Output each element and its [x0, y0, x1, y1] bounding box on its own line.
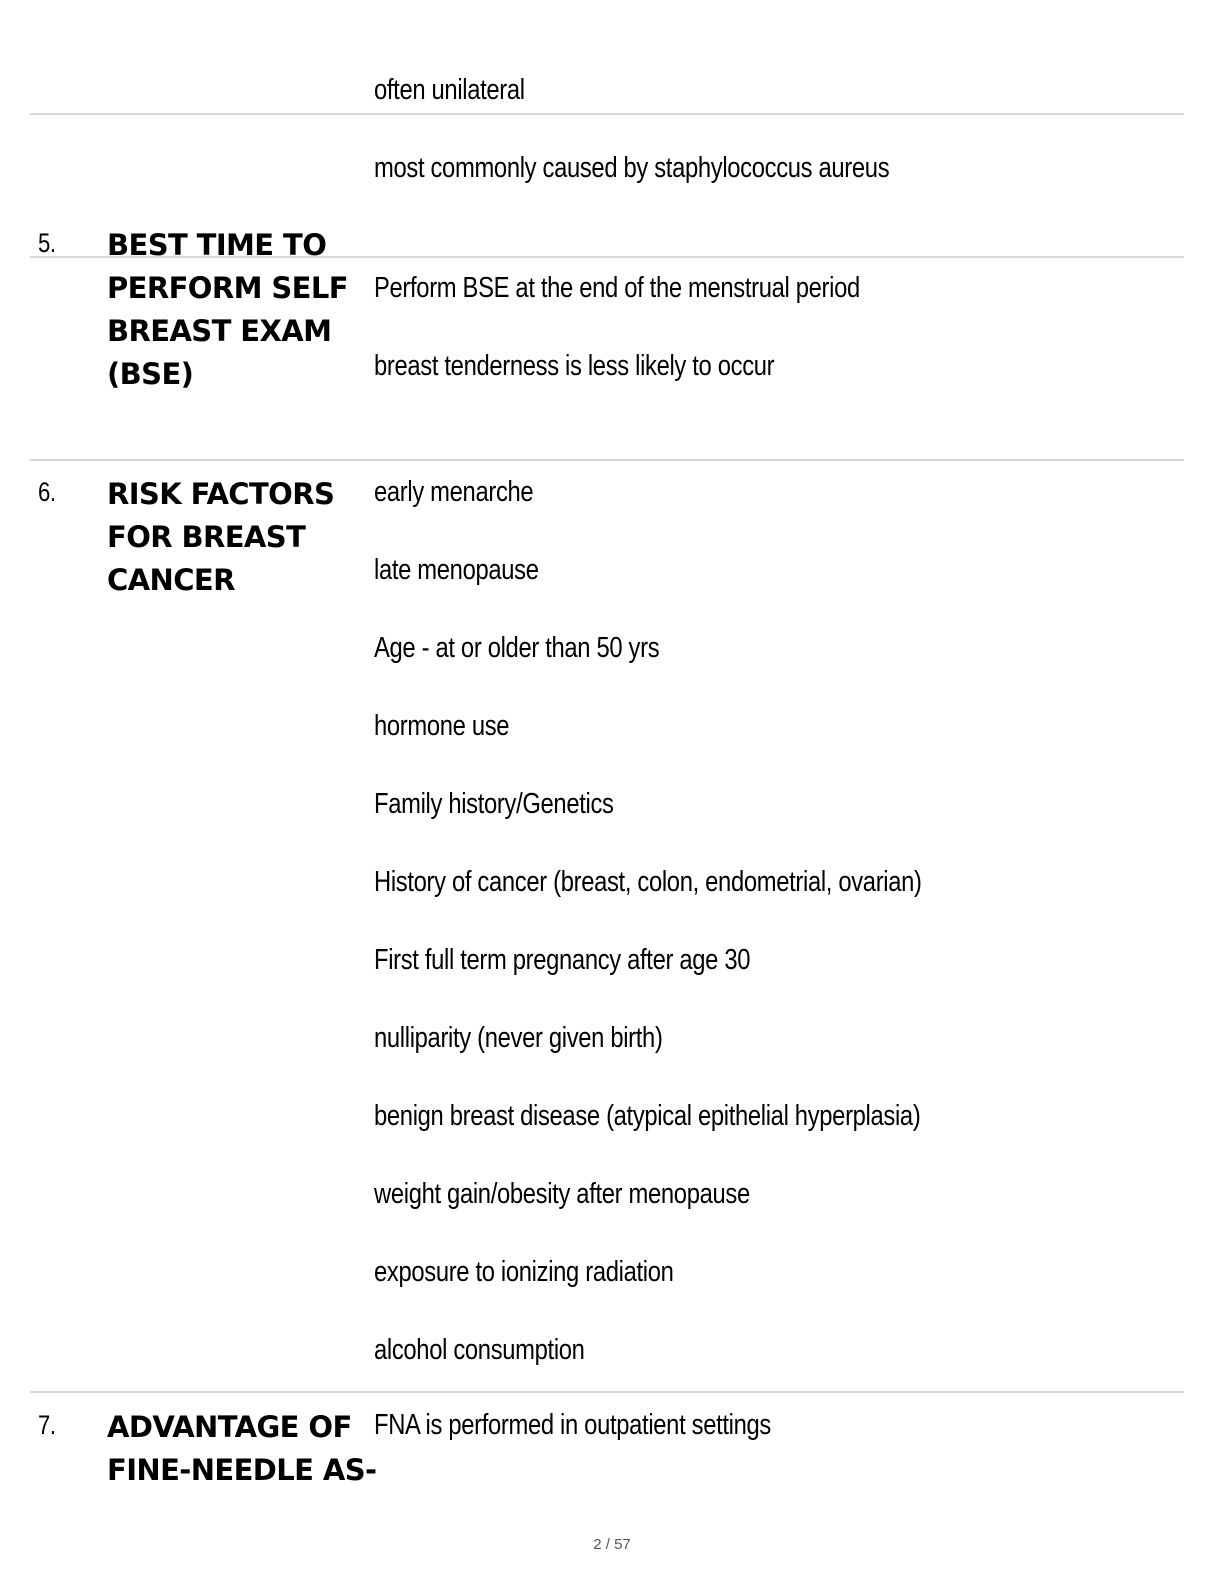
- detail-line: exposure to ionizing radiation: [374, 1256, 674, 1288]
- detail-line: Perform BSE at the end of the menstrual period: [374, 272, 860, 304]
- detail-line: alcohol consumption: [374, 1334, 585, 1366]
- detail-line: late menopause: [374, 554, 539, 586]
- detail-line: FNA is performed in outpatient settings: [374, 1409, 771, 1441]
- detail-line: breast tenderness is less likely to occur: [374, 350, 775, 382]
- row-number: 6.: [38, 477, 56, 507]
- row-term: RISK FACTORS FOR BREAST CANCER: [107, 477, 335, 597]
- detail-line: nulliparity (never given birth): [374, 1022, 663, 1054]
- row-divider: [30, 1391, 1184, 1393]
- detail-line: early menarche: [374, 476, 534, 508]
- row-divider: [30, 459, 1184, 461]
- row-term: ADVANTAGE OF FINE-NEEDLE AS-: [107, 1410, 377, 1487]
- row-divider: [30, 113, 1184, 115]
- detail-line: History of cancer (breast, colon, endometrial, ovarian): [374, 866, 922, 898]
- row-number: 5.: [38, 228, 56, 258]
- detail-line: most commonly caused by staphylococcus aureus: [374, 152, 890, 184]
- detail-line: Age - at or older than 50 yrs: [374, 632, 660, 664]
- detail-line: benign breast disease (atypical epithelial hyperplasia): [374, 1100, 921, 1132]
- row-term: BEST TIME TO PERFORM SELF BREAST EXAM (BSE): [107, 228, 348, 391]
- detail-line: hormone use: [374, 710, 510, 742]
- detail-line: First full term pregnancy after age 30: [374, 944, 751, 976]
- detail-line: weight gain/obesity after menopause: [374, 1178, 750, 1210]
- row-number: 7.: [38, 1410, 56, 1440]
- detail-line: often unilateral: [374, 74, 525, 106]
- page-number: 2 / 57: [593, 1536, 631, 1553]
- detail-line: Family history/Genetics: [374, 788, 614, 820]
